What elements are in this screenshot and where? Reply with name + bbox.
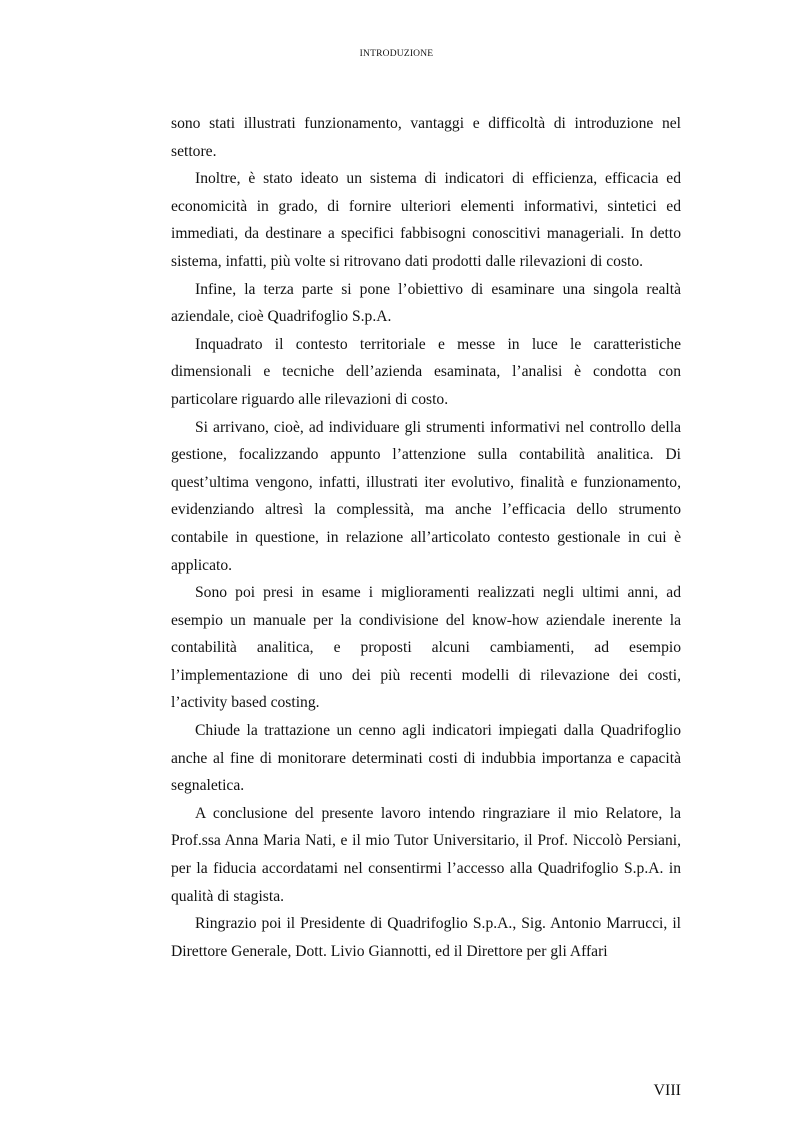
paragraph-2: Inoltre, è stato ideato un sistema di indicatori di efficienza, efficacia ed economicità in grado, di fornire ulteriori elementi informativi, sintetici ed immediati, da destinare a specifici fabbisogni conoscitivi manageriali. In detto sistema, infatti, più volte si ritrovano dati prodotti dalle rilevazioni di costo.	[171, 170, 681, 270]
paragraph-4: Inquadrato il contesto territoriale e messe in luce le caratteristiche dimensionali e tecniche dell’azienda esaminata, l’analisi è condotta con particolare riguardo alle rilevazioni di costo.	[171, 335, 681, 408]
paragraph-9: Ringrazio poi il Presidente di Quadrifoglio S.p.A., Sig. Antonio Marrucci, il Direttore Generale, Dott. Livio Giannotti, ed il Direttore per gli Affari	[171, 915, 681, 960]
body-text	[171, 110, 681, 965]
paragraph-3: Infine, la terza parte si pone l’obiettivo di esaminare una singola realtà aziendale, cioè Quadrifoglio S.p.A.	[171, 280, 681, 326]
paragraph-8: A conclusione del presente lavoro intendo ringraziare il mio Relatore, la Prof.ssa Anna Maria Nati, e il mio Tutor Universitario, il Prof. Niccolò Persiani, per la fiducia accordatami nel consentirmi l’accesso alla Quadrifoglio S.p.A. in qualità di stagista.	[171, 804, 681, 905]
paragraph-6: Sono poi presi in esame i miglioramenti realizzati negli ultimi anni, ad esempio un manuale per la condivisione del know-how aziendale inerente la contabilità analitica, e proposti alcuni cambiamenti, ad esempio l’implementazione di uno dei più recenti modelli di rilevazione dei costi, l’activity based costing.	[171, 584, 681, 712]
paragraph-1: sono stati illustrati funzionamento, vantaggi e difficoltà di introduzione nel settore.	[171, 115, 681, 160]
paragraph-7: Chiude la trattazione un cenno agli indicatori impiegati dalla Quadrifoglio anche al fine di monitorare determinati costi di indubbia importanza e capacità segnaletica.	[171, 722, 681, 795]
paragraph-5: Si arrivano, cioè, ad individuare gli strumenti informativi nel controllo della gestione, focalizzando appunto l’attenzione sulla contabilità analitica. Di quest’ultima vengono, infatti, illustrati iter evolutivo, finalità e funzionamento, evidenziando altresì la complessità, ma anche l’efficacia dello strumento contabile in questione, in relazione all’articolato contesto gestionale in cui è applicato.	[171, 418, 681, 574]
running-header: INTRODUZIONE	[359, 49, 434, 59]
page-number: VIII	[653, 1082, 681, 1099]
